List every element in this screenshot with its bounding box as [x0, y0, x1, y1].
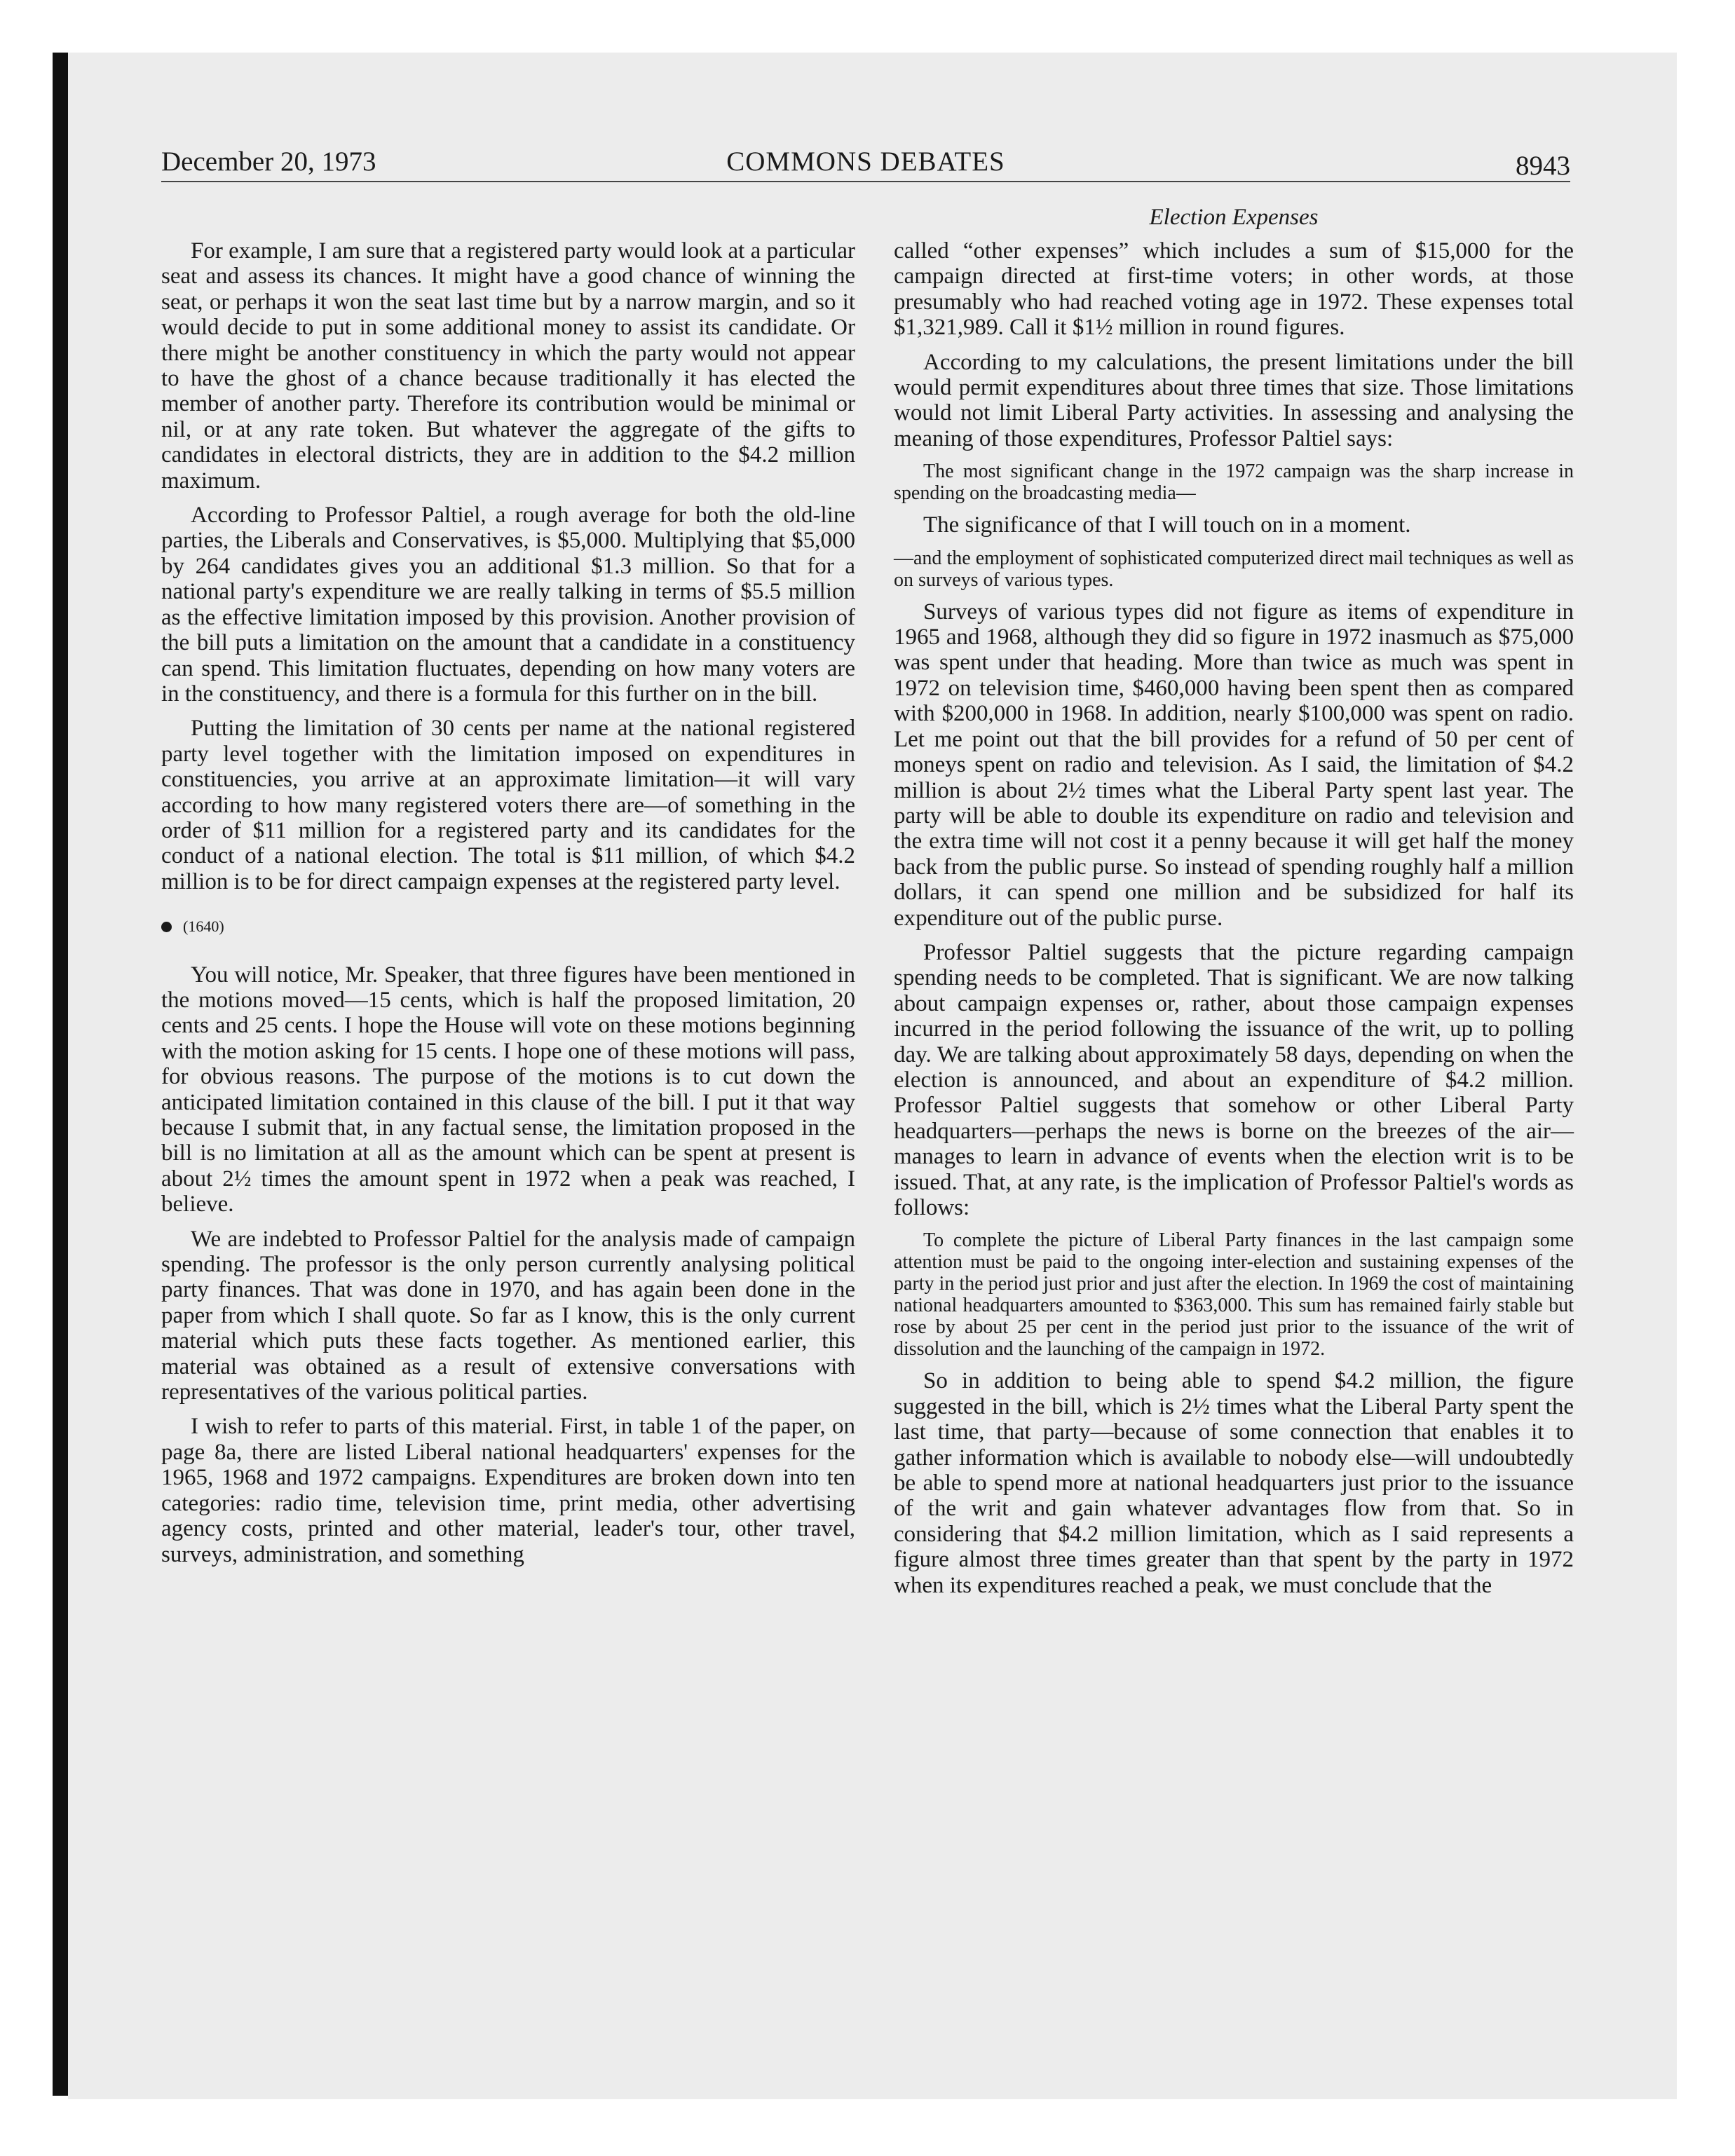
time-marker-label: (1640): [183, 917, 224, 936]
paragraph: called “other expenses” which includes a sum of $15,000 for the campaign directed at first-time voters; in other words, at those presumably who had reached voting age in 1972. These expenses total $1,321,989. Call it $1½ million in round figures.: [894, 238, 1574, 341]
paragraph: So in addition to being able to spend $4.2 million, the figure suggested in the bill, which is 2½ times what the Liberal Party spent the last time, that party—because of some connection that enables it to gather information which is available to nobody else—will undoubtedly be able to spend more at national headquarters just prior to the issuance of the writ and gain whatever advantages flow from that. So in considering that $4.2 million limitation, which as I said represents a figure almost three times greater than that spent by the party in 1972 when its expenditures reached a peak, we must conclude that the: [894, 1368, 1574, 1598]
paragraph: We are indebted to Professor Paltiel for the analysis made of campaign spending. The professor is the only person currently analysing political party finances. That was done in 1970, and has again been done in the paper from which I shall quote. So far as I know, this is the only current material which puts these facts together. As mentioned earlier, this material was obtained as a result of extensive conversations with representatives of the various political parties.: [161, 1226, 855, 1405]
scan-edge-bar: [53, 53, 68, 2096]
left-column: [161, 238, 855, 1576]
paragraph: The significance of that I will touch on in a moment.: [923, 512, 1411, 538]
header-date: December 20, 1973: [161, 146, 376, 177]
paragraph: I wish to refer to parts of this material. First, in table 1 of the paper, on page 8a, there are listed Liberal national headquarters' expenses for the 1965, 1968 and 1972 campaigns. Expenditures are broken down into ten categories: radio time, television time, print media, other advertising agency costs, printed and other material, leader's tour, other travel, surveys, administration, and something: [161, 1414, 855, 1567]
header-title: COMMONS DEBATES: [726, 146, 1005, 177]
paragraph: You will notice, Mr. Speaker, that three figures have been mentioned in the motions moved—15 cents, which is half the proposed limitation, 20 cents and 25 cents. I hope the House will vote on these motions beginning with the motion asking for 15 cents. I hope one of these motions will pass, for obvious reasons. The purpose of the motions is to cut down the anticipated limitation contained in this clause of the bill. I put it that way because I submit that, in any factual sense, the limitation proposed in the bill is no limitation at all as the amount which can be spent at present is about 2½ times the amount spent in 1972 when a peak was reached, I believe.: [161, 962, 855, 1217]
bullet-icon: [161, 922, 172, 932]
paragraph: For example, I am sure that a registered party would look at a particular seat and assess its chances. It might have a good chance of winning the seat, or perhaps it won the seat last time but by a narrow margin, and so it would decide to put in some additional money to assist its candidate. Or there might be another constituency in which the party would not appear to have the ghost of a chance because traditionally it has elected the member of another party. Therefore its contribution would be minimal or nil, or at any rate token. But whatever the aggregate of the gifts to candidates in electoral districts, they are in addition to the $4.2 million maximum.: [161, 238, 855, 493]
right-column: [894, 238, 1574, 1607]
paragraph: Putting the limitation of 30 cents per name at the national registered party level together with the limitation imposed on expenditures in constituencies, you arrive at an approximate limitation—it will vary according to how many registered voters there are—of something in the order of $11 million for a registered party and its candidates for the conduct of a national election. The total is $11 million, of which $4.2 million is to be for direct campaign expenses at the registered party level.: [161, 716, 855, 894]
header-page-number: 8943: [1516, 151, 1570, 181]
block-quote: The most significant change in the 1972 campaign was the sharp increase in spending on the broadcasting media—: [894, 460, 1574, 505]
block-quote: To complete the picture of Liberal Party finances in the last campaign some attention must be paid to the ongoing inter-election and sustaining expenses of the party in the period just prior and just after the election. In 1969 the cost of maintaining national headquarters amounted to $363,000. This sum has remained fairly stable but rose by about 25 per cent in the period just prior to the issuance of the writ of dissolution and the launching of the campaign in 1972.: [894, 1229, 1574, 1360]
page-header: [161, 146, 1570, 182]
time-marker: [161, 914, 855, 939]
paragraph: Surveys of various types did not figure as items of expenditure in 1965 and 1968, although they did so figure in 1972 inasmuch as $75,000 was spent under that heading. More than twice as much was spent in 1972 on television time, $460,000 having been spent then as compared with $200,000 in 1968. In addition, nearly $100,000 was spent on radio. Let me point out that the bill provides for a refund of 50 per cent of moneys spent on radio and television. As I said, the limitation of $4.2 million is about 2½ times what the Liberal Party spent last year. The party will be able to double its expenditure on radio and television and the extra time will not cost it a penny because it will get half the money back from the public purse. So instead of spending roughly half a million dollars, it can spend one million and be subsidized for half its expenditure out of the public purse.: [894, 599, 1574, 931]
paragraph: Professor Paltiel suggests that the picture regarding campaign spending needs to be completed. That is significant. We are now talking about campaign expenses or, rather, about those campaign expenses incurred in the period following the issuance of the writ, up to polling day. We are talking about approximately 58 days, depending on when the election is announced, and about an expenditure of $4.2 million. Professor Paltiel suggests that somehow or other Liberal Party headquarters—perhaps the news is borne on the breezes of the air—manages to learn in advance of events when the election writ is to be issued. That, at any rate, is the implication of Professor Paltiel's words as follows:: [894, 939, 1574, 1220]
paragraph: According to my calculations, the present limitations under the bill would permit expenditures about three times that size. Those limitations would not limit Liberal Party activities. In assessing and analysing the meaning of those expenditures, Professor Paltiel says:: [894, 349, 1574, 451]
block-quote: —and the employment of sophisticated computerized direct mail techniques as well as on surveys of various types.: [894, 547, 1574, 591]
running-title: Election Expenses: [1149, 205, 1319, 230]
paragraph: According to Professor Paltiel, a rough average for both the old-line parties, the Liberals and Conservatives, is $5,000. Multiplying that $5,000 by 264 candidates gives you an additional $1.3 million. So that for a national party's expenditure we are really talking in terms of $5.5 million as the effective limitation imposed by this provision. Another provision of the bill puts a limitation on the amount that a candidate in a constituency can spend. This limitation fluctuates, depending on how many voters are in the constituency, and there is a formula for this further on in the bill.: [161, 503, 855, 707]
